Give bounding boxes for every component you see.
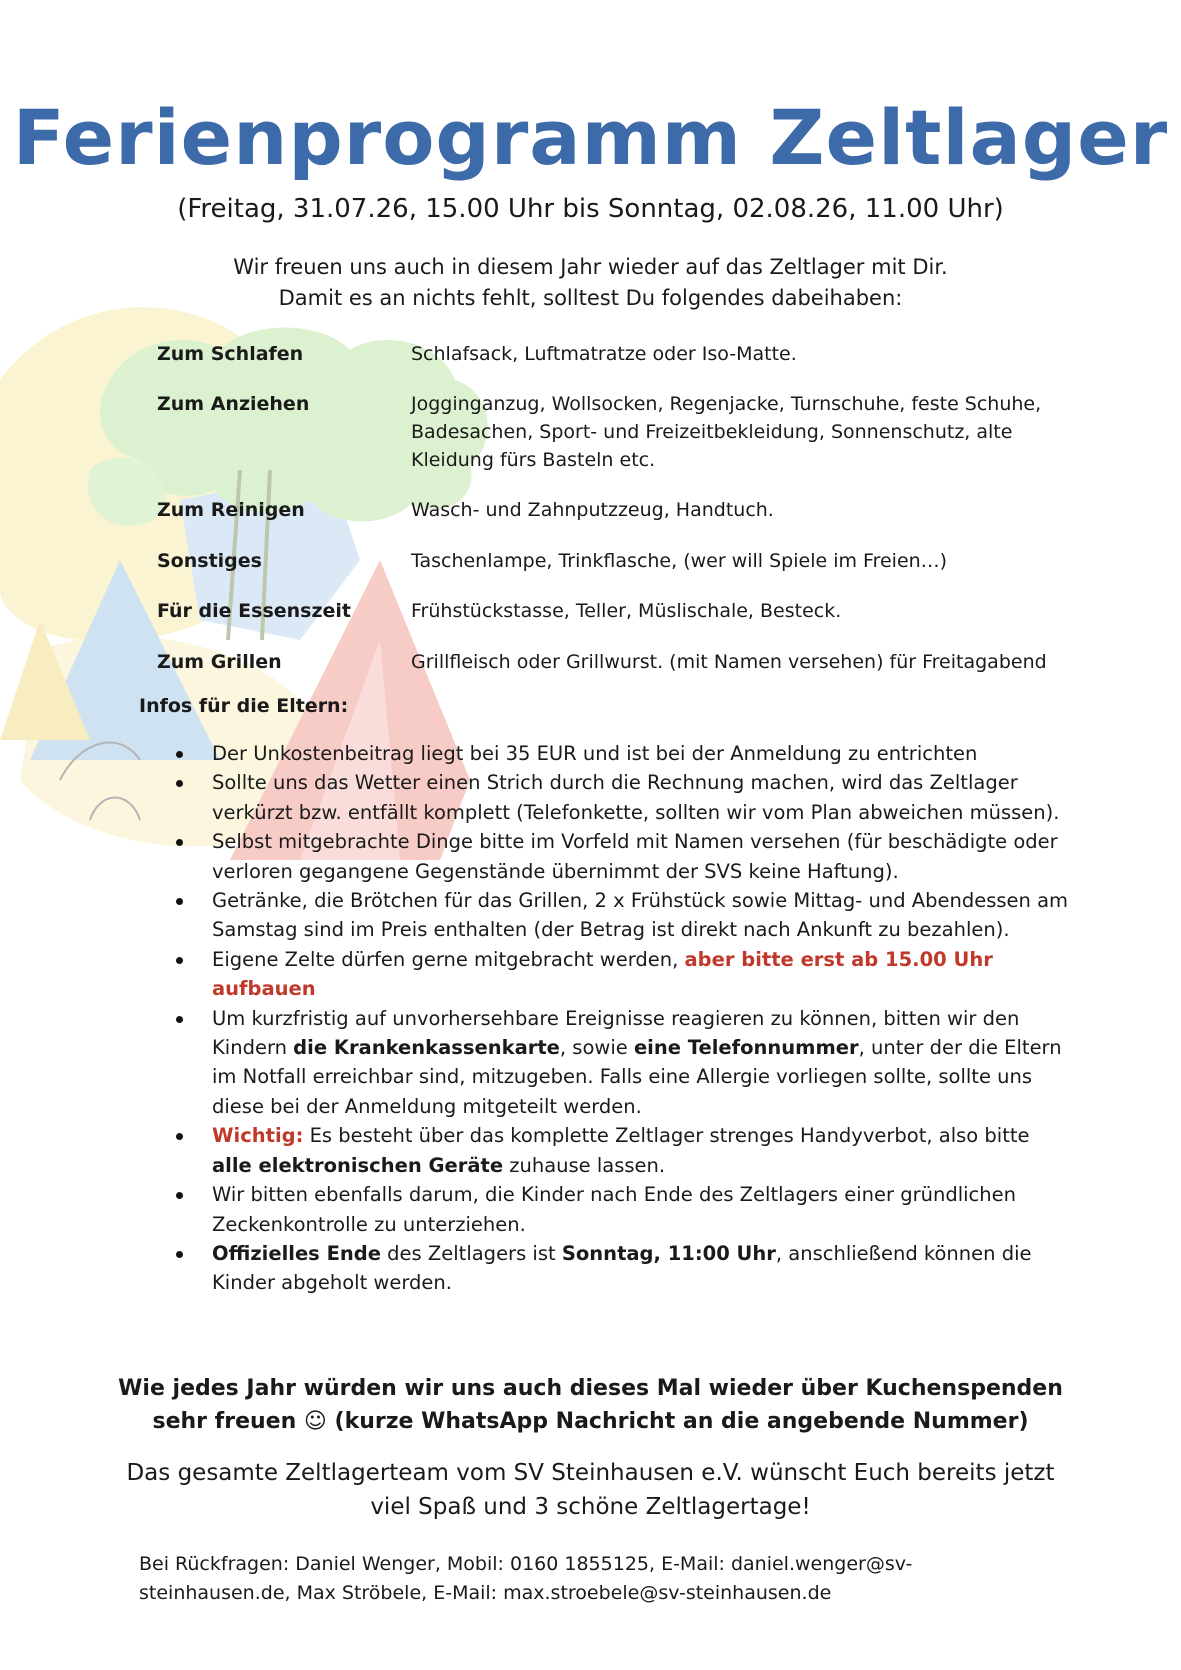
list-item	[170, 739, 1070, 768]
packing-value: Grillfleisch oder Grillwurst. (mit Namen versehen) für Freitagabend	[411, 651, 1047, 673]
packing-label: Zum Grillen	[157, 651, 282, 673]
intro-line: Wir freuen uns auch in diesem Jahr wieder auf das Zeltlager mit Dir.	[233, 255, 948, 279]
team-greeting	[0, 1456, 1181, 1524]
greeting-line: viel Spaß und 3 schöne Zeltlagertage!	[370, 1494, 811, 1520]
page-title: Ferienprogramm Zeltlager	[12, 93, 1169, 182]
bold-text: alle elektronischen Geräte	[212, 1153, 504, 1177]
bullet-icon	[176, 751, 183, 758]
cake-donation-note	[0, 1372, 1181, 1438]
event-dates: (Freitag, 31.07.26, 15.00 Uhr bis Sonntag, 02.08.26, 11.00 Uhr)	[177, 194, 1004, 224]
packing-label: Zum Anziehen	[157, 393, 310, 415]
list-item	[170, 827, 1070, 886]
bold-text: Offizielles Ende	[212, 1241, 381, 1265]
greeting-line: Das gesamte Zeltlagerteam vom SV Steinhausen e.V. wünscht Euch bereits jetzt	[126, 1460, 1055, 1486]
bullet-icon	[176, 1192, 183, 1199]
intro-line: Damit es an nichts fehlt, solltest Du folgendes dabeihaben:	[278, 286, 903, 310]
list-item	[170, 1121, 1070, 1180]
bullet-text: , anschließend können die Kinder abgeholt werden.	[212, 1241, 1032, 1295]
bullet-text: Es besteht über das komplette Zeltlager strenges Handyverbot, also bitte	[303, 1124, 1030, 1148]
bullet-text: , unter der die Eltern im Notfall erreichbar sind, mitzugeben. Falls eine Allergie vorliegen sollte, sollte uns diese bei der Anmeldung mitgeteilt werden.	[212, 1036, 1062, 1118]
contact-line: steinhausen.de, Max Ströbele, E-Mail: max.stroebele@sv-steinhausen.de	[139, 1582, 832, 1604]
bullet-icon	[176, 1016, 183, 1023]
packing-value: Jogginganzug, Wollsocken, Regenjacke, Turnschuhe, feste Schuhe, Badesachen, Sport- und Freizeitbekleidung, Sonnenschutz, alte Kleidung fürs Basteln etc.	[411, 393, 1042, 471]
list-item	[170, 886, 1070, 945]
packing-value: Schlafsack, Luftmatratze oder Iso-Matte.	[411, 343, 797, 365]
tent-setup-warning: aber bitte erst ab 15.00 Uhr aufbauen	[212, 947, 993, 1001]
packing-label: Zum Reinigen	[157, 499, 305, 521]
important-label: Wichtig:	[212, 1124, 304, 1148]
list-item	[170, 768, 1070, 827]
list-item	[170, 1004, 1070, 1122]
bullet-text: des Zeltlagers ist	[380, 1241, 562, 1265]
contact-info	[139, 1550, 1099, 1608]
bullet-text: Um kurzfristig auf unvorhersehbare Ereignisse reagieren zu können, bitten wir den Kindern	[212, 1006, 1020, 1060]
bullet-text: Getränke, die Brötchen für das Grillen, 2 x Frühstück sowie Mittag- und Abendessen am Samstag sind im Preis enthalten (der Betrag ist direkt nach Ankunft zu bezahlen).	[212, 889, 1069, 942]
cake-line: sehr freuen ☺ (kurze WhatsApp Nachricht an die angebende Nummer)	[152, 1409, 1029, 1434]
list-item	[170, 945, 1070, 1004]
bullet-icon	[176, 957, 183, 964]
bullet-text: , sowie	[559, 1036, 634, 1060]
contact-line: Bei Rückfragen: Daniel Wenger, Mobil: 0160 1855125, E-Mail: daniel.wenger@sv-	[139, 1553, 913, 1575]
packing-label: Für die Essenszeit	[157, 600, 352, 622]
cake-line: Wie jedes Jahr würden wir uns auch dieses Mal wieder über Kuchenspenden	[118, 1376, 1063, 1401]
bullet-icon	[176, 898, 183, 905]
bullet-icon	[176, 839, 183, 846]
packing-label: Sonstiges	[157, 550, 262, 572]
bold-text: Sonntag, 11:00 Uhr	[561, 1241, 776, 1265]
bullet-text: Der Unkostenbeitrag liegt bei 35 EUR und ist bei der Anmeldung zu entrichten	[212, 742, 978, 765]
bullet-text: Eigene Zelte dürfen gerne mitgebracht werden,	[212, 947, 685, 971]
bullet-text: Sollte uns das Wetter einen Strich durch die Rechnung machen, wird das Zeltlager verkürzt bzw. entfällt komplett (Telefonkette, sollten wir vom Plan abweichen müssen).	[212, 771, 1060, 824]
packing-label: Zum Schlafen	[157, 343, 304, 365]
bold-text: die Krankenkassenkarte	[293, 1036, 560, 1060]
packing-value: Wasch- und Zahnputzzeug, Handtuch.	[411, 499, 774, 521]
infos-list	[170, 739, 1070, 1298]
packing-value: Taschenlampe, Trinkflasche, (wer will Spiele im Freien…)	[411, 550, 948, 572]
list-item	[170, 1180, 1070, 1239]
list-item	[170, 1239, 1070, 1298]
bullet-text: zuhause lassen.	[503, 1153, 666, 1177]
bullet-text: Wir bitten ebenfalls darum, die Kinder nach Ende des Zeltlagers einer gründlichen Zeckenkontrolle zu unterziehen.	[212, 1183, 1016, 1236]
bullet-icon	[176, 780, 183, 787]
bold-text: eine Telefonnummer	[633, 1036, 859, 1060]
bullet-text: Selbst mitgebrachte Dinge bitte im Vorfeld mit Namen versehen (für beschädigte oder verloren gegangene Gegenstände übernimmt der SVS keine Haftung).	[212, 830, 1058, 883]
bullet-icon	[176, 1251, 183, 1258]
packing-value: Frühstückstasse, Teller, Müslischale, Besteck.	[411, 600, 842, 622]
infos-heading: Infos für die Eltern:	[139, 695, 349, 717]
bullet-icon	[176, 1133, 183, 1140]
intro-text	[0, 252, 1181, 314]
